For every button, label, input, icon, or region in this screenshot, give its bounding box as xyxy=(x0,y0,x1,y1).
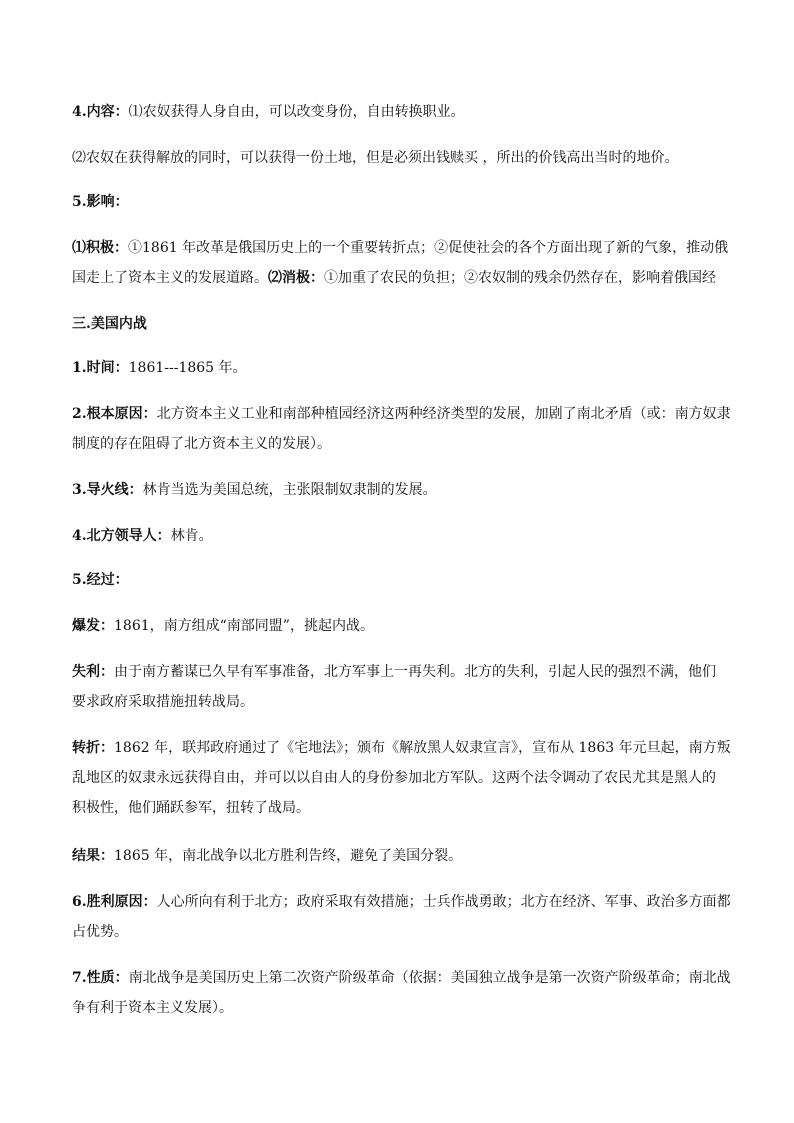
influence-heading xyxy=(72,192,754,212)
line-text: 人心所向有利于北方；政府采取有效措施；士兵作战勇敢；北方在经济、军事、政治多方面都 xyxy=(156,894,731,910)
line-text: 1862 年，联邦政府通过了《宅地法》；颁布《解放黑人奴隶宣言》，宣布从 1863 年元旦起，南方叛 xyxy=(114,740,731,756)
line-text: 制度的存在阻碍了北方资本主义的发展）。 xyxy=(72,436,331,452)
line-label: 失利： xyxy=(72,664,114,680)
process-heading xyxy=(72,570,754,590)
line-label: ⑴积极： xyxy=(72,240,128,256)
line-text: ⑴农奴获得人身自由，可以改变身份，自由转换职业。 xyxy=(128,104,465,120)
line-label: 5.经过： xyxy=(72,572,129,588)
nature-line-1 xyxy=(72,968,754,988)
line-label: 结果： xyxy=(72,848,114,864)
line-text: 国走上了资本主义的发展道路。 xyxy=(72,270,268,286)
positive-negative-line xyxy=(72,268,754,288)
line-label: 7.性质： xyxy=(72,970,129,986)
line-text: 争有利于资本主义发展）。 xyxy=(72,1000,233,1016)
turning-line-1 xyxy=(72,738,754,758)
positive-line-1 xyxy=(72,238,754,258)
victory-reason-line-2 xyxy=(72,922,754,942)
leader-line xyxy=(72,526,754,546)
line-text: 南北战争是美国历史上第二次资产阶级革命（依据：美国独立战争是第一次资产阶级革命；南北战 xyxy=(128,970,731,986)
line-text: 要求政府采取措施扭转战局。 xyxy=(72,694,254,710)
outbreak-line xyxy=(72,616,754,636)
setback-line-2 xyxy=(72,692,754,712)
line-label: 2.根本原因： xyxy=(72,406,157,422)
line-label: 4.北方领导人： xyxy=(72,528,171,544)
line-label: 1.时间： xyxy=(72,360,129,376)
line-text: 1861，南方组成“南部同盟”，挑起内战。 xyxy=(114,618,374,634)
line-text: 1865 年，南北战争以北方胜利告终，避免了美国分裂。 xyxy=(114,848,463,864)
line-label-negative: ⑵消极： xyxy=(268,270,324,286)
line-label: 6.胜利原因： xyxy=(72,894,157,910)
line-label: 转折： xyxy=(72,740,114,756)
section-heading-civil-war xyxy=(72,314,754,334)
line-label: 3.导火线： xyxy=(72,482,143,498)
line-label: 4.内容： xyxy=(72,104,129,120)
line-text: 积极性，他们踊跃参军，扭转了战局。 xyxy=(72,800,310,816)
turning-line-3 xyxy=(72,798,754,818)
content-line-2 xyxy=(72,148,754,168)
victory-reason-line-1 xyxy=(72,892,754,912)
line-text: 林肯当选为美国总统，主张限制奴隶制的发展。 xyxy=(142,482,437,498)
section-title: 三.美国内战 xyxy=(72,316,147,332)
line-text: 乱地区的奴隶永远获得自由，并可以以自由人的身份参加北方军队。这两个法令调动了农民尤其是黑人的 xyxy=(72,770,716,786)
line-text: 1861---1865 年。 xyxy=(128,360,247,376)
line-text: ⑵农奴在获得解放的同时，可以获得一份土地，但是必须出钱赎买 ，所出的价钱高出当时的地价。 xyxy=(72,150,679,166)
nature-line-2 xyxy=(72,998,754,1018)
trigger-line xyxy=(72,480,754,500)
line-text: 林肯。 xyxy=(170,528,213,544)
line-label: 爆发： xyxy=(72,618,114,634)
root-cause-line-1 xyxy=(72,404,754,424)
line-text: ①1861 年改革是俄国历史上的一个重要转折点；②促使社会的各个方面出现了新的气象，推动俄 xyxy=(128,240,729,256)
result-line xyxy=(72,846,754,866)
setback-line-1 xyxy=(72,662,754,682)
line-text: 由于南方蓄谋已久早有军事准备，北方军事上一再失利。北方的失利，引起人民的强烈不满，他们 xyxy=(114,664,716,680)
time-line xyxy=(72,358,754,378)
line-text: 占优势。 xyxy=(72,924,128,940)
turning-line-2 xyxy=(72,768,754,788)
root-cause-line-2 xyxy=(72,434,754,454)
line-text: 北方资本主义工业和南部种植园经济这两种经济类型的发展，加剧了南北矛盾（或：南方奴隶 xyxy=(156,406,731,422)
line-text-negative: ①加重了农民的负担；②农奴制的残余仍然存在，影响着俄国经 xyxy=(324,270,716,286)
content-heading-line xyxy=(72,102,754,122)
line-label: 5.影响： xyxy=(72,194,129,210)
